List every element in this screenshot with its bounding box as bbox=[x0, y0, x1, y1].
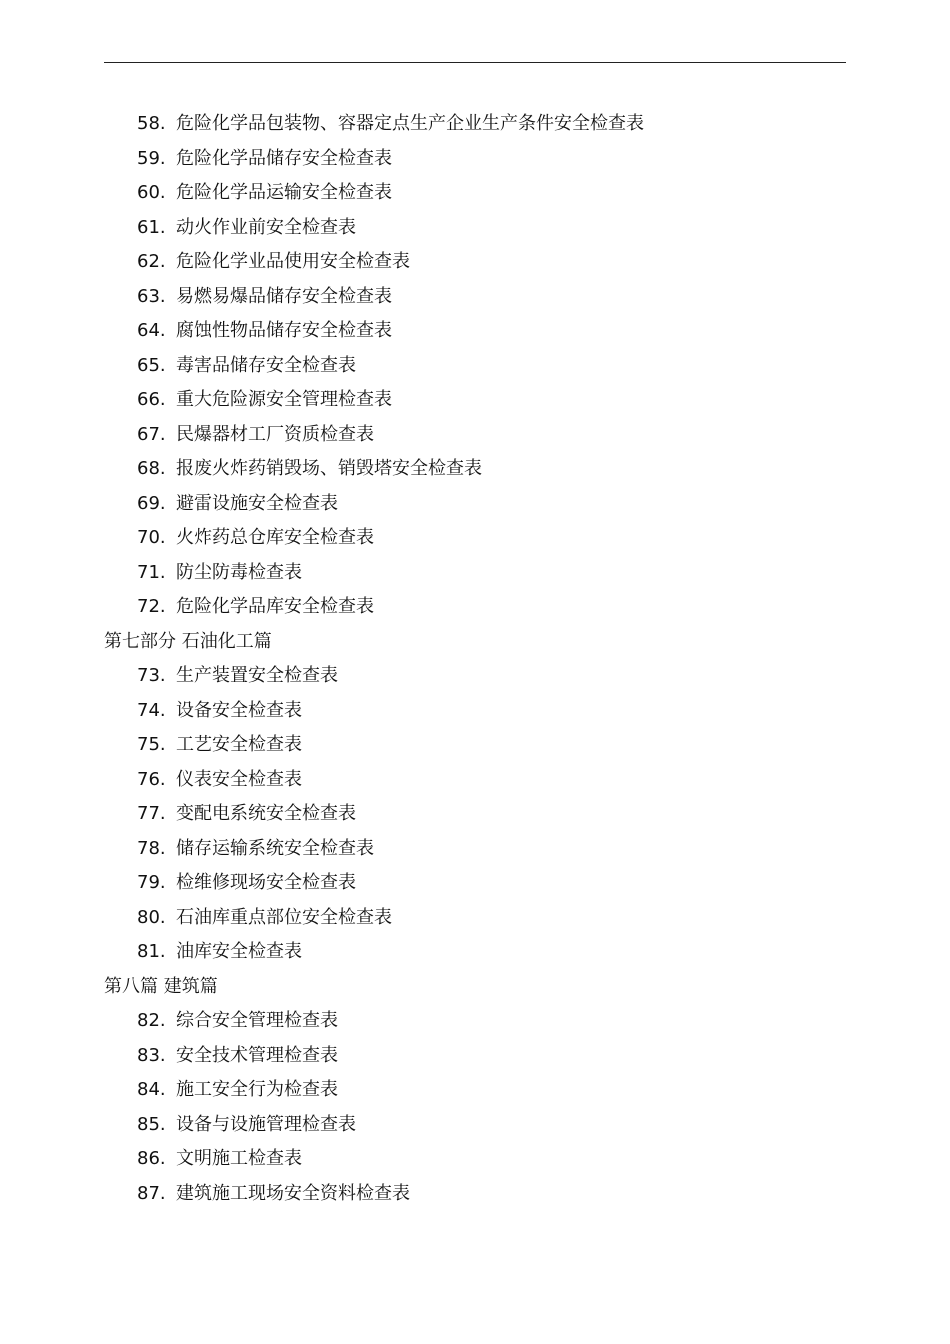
toc-item bbox=[0, 694, 950, 729]
toc-item bbox=[0, 590, 950, 625]
toc-item-number: 80. bbox=[137, 906, 166, 928]
toc-item-label: 仪表安全检查表 bbox=[176, 768, 302, 790]
toc-section-heading bbox=[0, 625, 950, 660]
toc-item-label: 石油库重点部位安全检查表 bbox=[176, 906, 392, 928]
toc-item-label: 工艺安全检查表 bbox=[176, 734, 302, 755]
toc-item-number: 87. bbox=[137, 1182, 166, 1204]
toc-item bbox=[0, 142, 950, 177]
toc-item-label: 综合安全管理检查表 bbox=[176, 1010, 338, 1031]
toc-item bbox=[0, 1142, 950, 1177]
toc-item-label: 危险化学业品使用安全检查表 bbox=[176, 251, 410, 272]
toc-item bbox=[0, 245, 950, 280]
toc-item-number: 71. bbox=[137, 561, 166, 583]
toc-item-number: 76. bbox=[137, 768, 166, 790]
toc-item bbox=[0, 487, 950, 522]
toc-item-number: 66. bbox=[137, 389, 166, 410]
toc-item-number: 63. bbox=[137, 285, 166, 307]
toc-item-label: 动火作业前安全检查表 bbox=[176, 216, 356, 238]
toc-item bbox=[0, 1039, 950, 1074]
toc-section-heading bbox=[0, 970, 950, 1005]
toc-item-label: 危险化学品库安全检查表 bbox=[176, 596, 374, 617]
toc-item-number: 83. bbox=[137, 1044, 166, 1066]
header-rule bbox=[104, 62, 846, 63]
toc-item bbox=[0, 521, 950, 556]
toc-section-label: 第七部分 石油化工篇 bbox=[104, 630, 272, 652]
toc-item bbox=[0, 349, 950, 384]
toc-item-number: 67. bbox=[137, 423, 166, 445]
toc-item-label: 储存运输系统安全检查表 bbox=[176, 837, 374, 859]
toc-item bbox=[0, 107, 950, 142]
toc-item bbox=[0, 280, 950, 315]
toc-item-number: 69. bbox=[137, 492, 166, 514]
toc-item-number: 78. bbox=[137, 837, 166, 859]
toc-item-label: 设备安全检查表 bbox=[176, 699, 302, 721]
toc-item-number: 59. bbox=[137, 147, 166, 169]
toc-item-label: 腐蚀性物品储存安全检查表 bbox=[176, 320, 392, 341]
toc-item bbox=[0, 211, 950, 246]
toc-item-label: 危险化学品包装物、容器定点生产企业生产条件安全检查表 bbox=[176, 113, 644, 134]
table-of-contents bbox=[0, 107, 950, 1211]
toc-item-number: 61. bbox=[137, 216, 166, 238]
toc-item bbox=[0, 176, 950, 211]
toc-item bbox=[0, 556, 950, 591]
toc-item-number: 62. bbox=[137, 251, 166, 272]
toc-item-number: 84. bbox=[137, 1079, 166, 1100]
toc-item bbox=[0, 659, 950, 694]
toc-item-label: 民爆器材工厂资质检查表 bbox=[176, 423, 374, 445]
toc-item-label: 报废火炸药销毁场、销毁塔安全检查表 bbox=[176, 458, 482, 479]
toc-item-label: 毒害品储存安全检查表 bbox=[176, 354, 356, 376]
toc-item-label: 避雷设施安全检查表 bbox=[176, 492, 338, 514]
toc-item-number: 74. bbox=[137, 699, 166, 721]
toc-item-number: 82. bbox=[137, 1010, 166, 1031]
toc-item-label: 文明施工检查表 bbox=[176, 1148, 302, 1169]
toc-item bbox=[0, 1004, 950, 1039]
toc-item-label: 油库安全检查表 bbox=[176, 941, 302, 962]
toc-item bbox=[0, 763, 950, 798]
toc-item bbox=[0, 383, 950, 418]
toc-item-number: 58. bbox=[137, 113, 166, 134]
toc-item-number: 73. bbox=[137, 665, 166, 686]
toc-item-number: 85. bbox=[137, 1113, 166, 1135]
toc-item-label: 危险化学品储存安全检查表 bbox=[176, 147, 392, 169]
toc-item-label: 建筑施工现场安全资料检查表 bbox=[176, 1182, 410, 1204]
toc-item-number: 77. bbox=[137, 803, 166, 824]
toc-item bbox=[0, 935, 950, 970]
toc-item-number: 72. bbox=[137, 596, 166, 617]
toc-item-label: 设备与设施管理检查表 bbox=[176, 1113, 356, 1135]
toc-item-number: 65. bbox=[137, 354, 166, 376]
toc-item-label: 施工安全行为检查表 bbox=[176, 1079, 338, 1100]
toc-item-number: 75. bbox=[137, 734, 166, 755]
toc-item bbox=[0, 1177, 950, 1212]
toc-item-number: 60. bbox=[137, 182, 166, 203]
toc-item-number: 79. bbox=[137, 872, 166, 893]
toc-item-number: 64. bbox=[137, 320, 166, 341]
toc-item bbox=[0, 418, 950, 453]
toc-item-label: 易燃易爆品储存安全检查表 bbox=[176, 285, 392, 307]
toc-item bbox=[0, 1108, 950, 1143]
toc-item bbox=[0, 728, 950, 763]
toc-item bbox=[0, 901, 950, 936]
toc-item-label: 危险化学品运输安全检查表 bbox=[176, 182, 392, 203]
toc-item bbox=[0, 866, 950, 901]
toc-item-label: 重大危险源安全管理检查表 bbox=[176, 389, 392, 410]
toc-item-label: 变配电系统安全检查表 bbox=[176, 803, 356, 824]
toc-item-label: 生产装置安全检查表 bbox=[176, 665, 338, 686]
toc-item bbox=[0, 452, 950, 487]
toc-item-number: 70. bbox=[137, 527, 166, 548]
toc-item-number: 68. bbox=[137, 458, 166, 479]
toc-item-number: 86. bbox=[137, 1148, 166, 1169]
toc-section-label: 第八篇 建筑篇 bbox=[104, 975, 218, 997]
toc-item bbox=[0, 1073, 950, 1108]
toc-item-label: 防尘防毒检查表 bbox=[176, 561, 302, 583]
toc-item bbox=[0, 797, 950, 832]
toc-item-label: 安全技术管理检查表 bbox=[176, 1044, 338, 1066]
toc-item bbox=[0, 832, 950, 867]
toc-item bbox=[0, 314, 950, 349]
toc-item-label: 火炸药总仓库安全检查表 bbox=[176, 527, 374, 548]
toc-item-label: 检维修现场安全检查表 bbox=[176, 872, 356, 893]
toc-item-number: 81. bbox=[137, 941, 166, 962]
